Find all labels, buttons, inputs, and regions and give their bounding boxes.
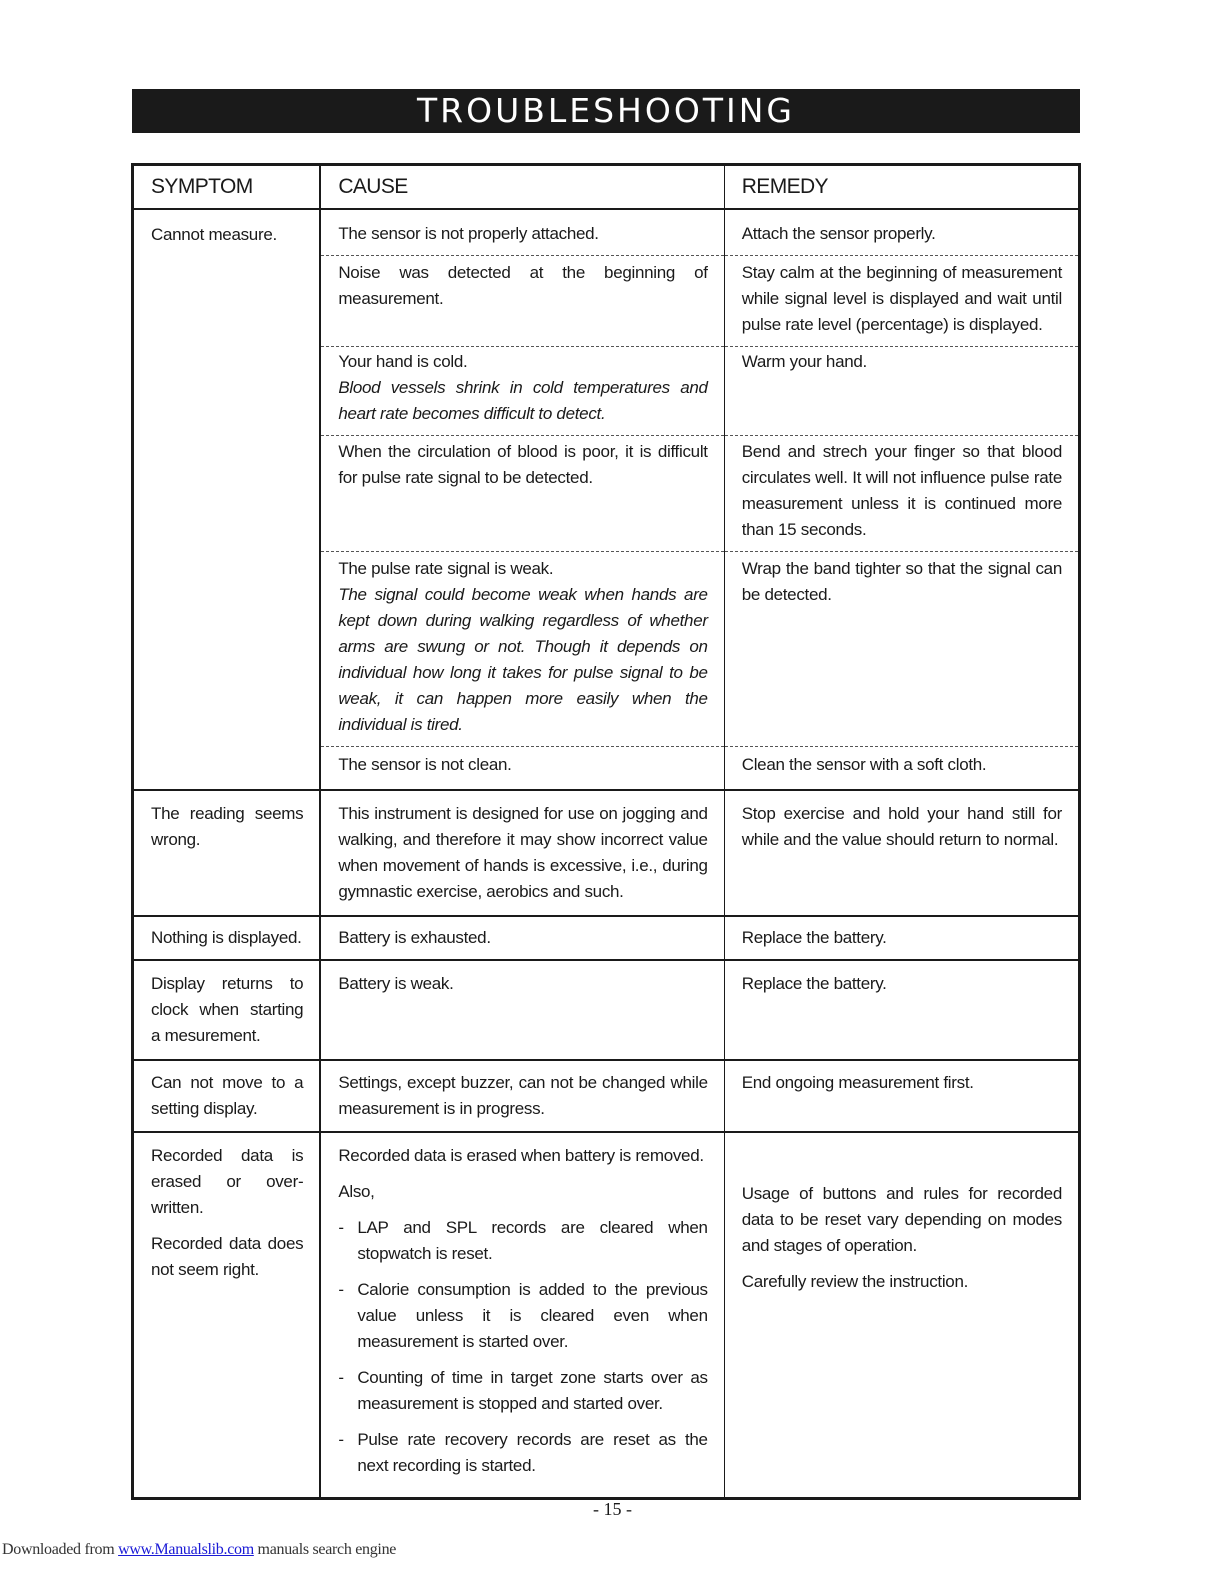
remedy-text: Warm your hand.: [741, 352, 867, 371]
cause-text: The pulse rate signal is weak.: [338, 559, 554, 578]
bullet-text: Pulse rate recovery records are reset as the next recording is started.: [357, 1430, 708, 1475]
symptom-cell: [133, 1060, 321, 1132]
cause-text: Your hand is cold.: [338, 352, 468, 371]
download-footer: [2, 1541, 396, 1559]
symptom-cell: [133, 960, 321, 1060]
symptom-cell: [133, 916, 321, 960]
cause-cell: [320, 960, 724, 1060]
cause-cell: [320, 1060, 724, 1132]
cause-cell: [320, 552, 724, 747]
remedy-header: REMEDY: [724, 165, 1079, 210]
remedy-cell: [724, 790, 1079, 916]
cause-text: Noise was detected at the beginning of measurement.: [338, 263, 708, 308]
remedy-text: Bend and strech your finger so that blood circulates well. It will not influence pulse rate measurement unless it is continued more than 15 seconds.: [741, 442, 1062, 539]
bullet-mark: -: [338, 1368, 344, 1387]
cause-text: Settings, except buzzer, can not be changed while measurement is in progress.: [338, 1073, 708, 1118]
cause-text: Battery is weak.: [338, 974, 454, 993]
cause-cell: [320, 256, 724, 347]
remedy-text: Stop exercise and hold your hand still for while and the value should return to normal.: [741, 804, 1062, 849]
symptom-cell: [133, 1132, 321, 1499]
remedy-text: Usage of buttons and rules for recorded data to be reset vary depending on modes and stages of operation.: [741, 1184, 1062, 1255]
troubleshooting-table: [131, 163, 1081, 1500]
remedy-cell: [724, 552, 1079, 747]
bullet-mark: -: [338, 1430, 344, 1449]
remedy-cell: [724, 209, 1079, 256]
table-row: [133, 209, 1080, 256]
cause-text: The sensor is not properly attached.: [338, 224, 599, 243]
symptom-cell: [133, 209, 321, 790]
list-item: [338, 1365, 707, 1417]
table-row: [133, 916, 1080, 960]
cause-text: When the circulation of blood is poor, it is difficult for pulse rate signal to be detected.: [338, 442, 708, 487]
symptom-text: Nothing is displayed.: [151, 928, 302, 947]
list-item: [338, 1215, 707, 1267]
page-number: - 15 -: [593, 1499, 632, 1519]
download-suffix: manuals search engine: [257, 1541, 397, 1558]
bullet-text: Counting of time in target zone starts over as measurement is stopped and started over.: [357, 1368, 708, 1413]
cause-text: Also,: [338, 1182, 375, 1201]
symptom-text: Display returns to clock when starting a mesurement.: [151, 974, 304, 1045]
symptom-header: SYMPTOM: [133, 165, 321, 210]
remedy-text: Clean the sensor with a soft cloth.: [741, 755, 987, 774]
remedy-text: Wrap the band tighter so that the signal can be detected.: [741, 559, 1062, 604]
table-header-row: [133, 165, 1080, 210]
bullet-text: LAP and SPL records are cleared when stopwatch is reset.: [357, 1218, 708, 1263]
table-row: [133, 960, 1080, 1060]
download-prefix: Downloaded from: [2, 1541, 115, 1558]
remedy-cell: [724, 916, 1079, 960]
manualslib-link[interactable]: www.Manualslib.com: [118, 1541, 254, 1558]
table-row: [133, 790, 1080, 916]
remedy-cell: [724, 1132, 1079, 1499]
page-title: TROUBLESHOOTING: [132, 89, 1080, 133]
cause-cell: [320, 1132, 724, 1499]
remedy-cell: [724, 436, 1079, 552]
bullet-text: Calorie consumption is added to the previous value unless it is cleared even when measurement is started over.: [357, 1280, 708, 1351]
cause-text: This instrument is designed for use on jogging and walking, and therefore it may show incorrect value when movement of hands is excessive, i.e., during gymnastic exercise, aerobics and such.: [338, 804, 708, 901]
list-item: [338, 1427, 707, 1479]
table-row: [133, 1132, 1080, 1499]
remedy-text: Replace the battery.: [741, 928, 887, 947]
table-row: [133, 1060, 1080, 1132]
remedy-cell: [724, 747, 1079, 791]
cause-header: CAUSE: [320, 165, 724, 210]
cause-note: The signal could become weak when hands are kept down during walking regardless of whether arms are swung or not. Though it depends on individual how long it takes for pulse signal to be weak, it can happen more easily when the individual is tired.: [338, 585, 708, 734]
cause-text: The sensor is not clean.: [338, 755, 512, 774]
remedy-cell: [724, 347, 1079, 436]
bullet-mark: -: [338, 1218, 344, 1237]
remedy-text: Replace the battery.: [741, 974, 887, 993]
bullet-mark: -: [338, 1280, 344, 1299]
symptom-text: Cannot measure.: [151, 225, 277, 244]
cause-cell: [320, 347, 724, 436]
cause-cell: [320, 790, 724, 916]
symptom-cell: [133, 790, 321, 916]
remedy-cell: [724, 960, 1079, 1060]
symptom-text: The reading seems wrong.: [151, 804, 304, 849]
remedy-text: Attach the sensor properly.: [741, 224, 936, 243]
remedy-text: Stay calm at the beginning of measurement while signal level is displayed and wait until pulse rate level (percentage) is displayed.: [741, 263, 1062, 334]
symptom-text: Recorded data is erased or over-written.: [151, 1146, 304, 1217]
remedy-cell: [724, 1060, 1079, 1132]
cause-cell: [320, 436, 724, 552]
cause-text: Recorded data is erased when battery is removed.: [338, 1146, 704, 1165]
symptom-text: Can not move to a setting display.: [151, 1073, 304, 1118]
list-item: [338, 1277, 707, 1355]
cause-cell: [320, 916, 724, 960]
cause-note: Blood vessels shrink in cold temperatures and heart rate becomes difficult to detect.: [338, 378, 708, 423]
symptom-text: Recorded data does not seem right.: [151, 1234, 304, 1279]
cause-cell: [320, 747, 724, 791]
remedy-text: End ongoing measurement first.: [741, 1073, 974, 1092]
remedy-text: Carefully review the instruction.: [741, 1272, 969, 1291]
cause-text: Battery is exhausted.: [338, 928, 491, 947]
remedy-cell: [724, 256, 1079, 347]
cause-cell: [320, 209, 724, 256]
